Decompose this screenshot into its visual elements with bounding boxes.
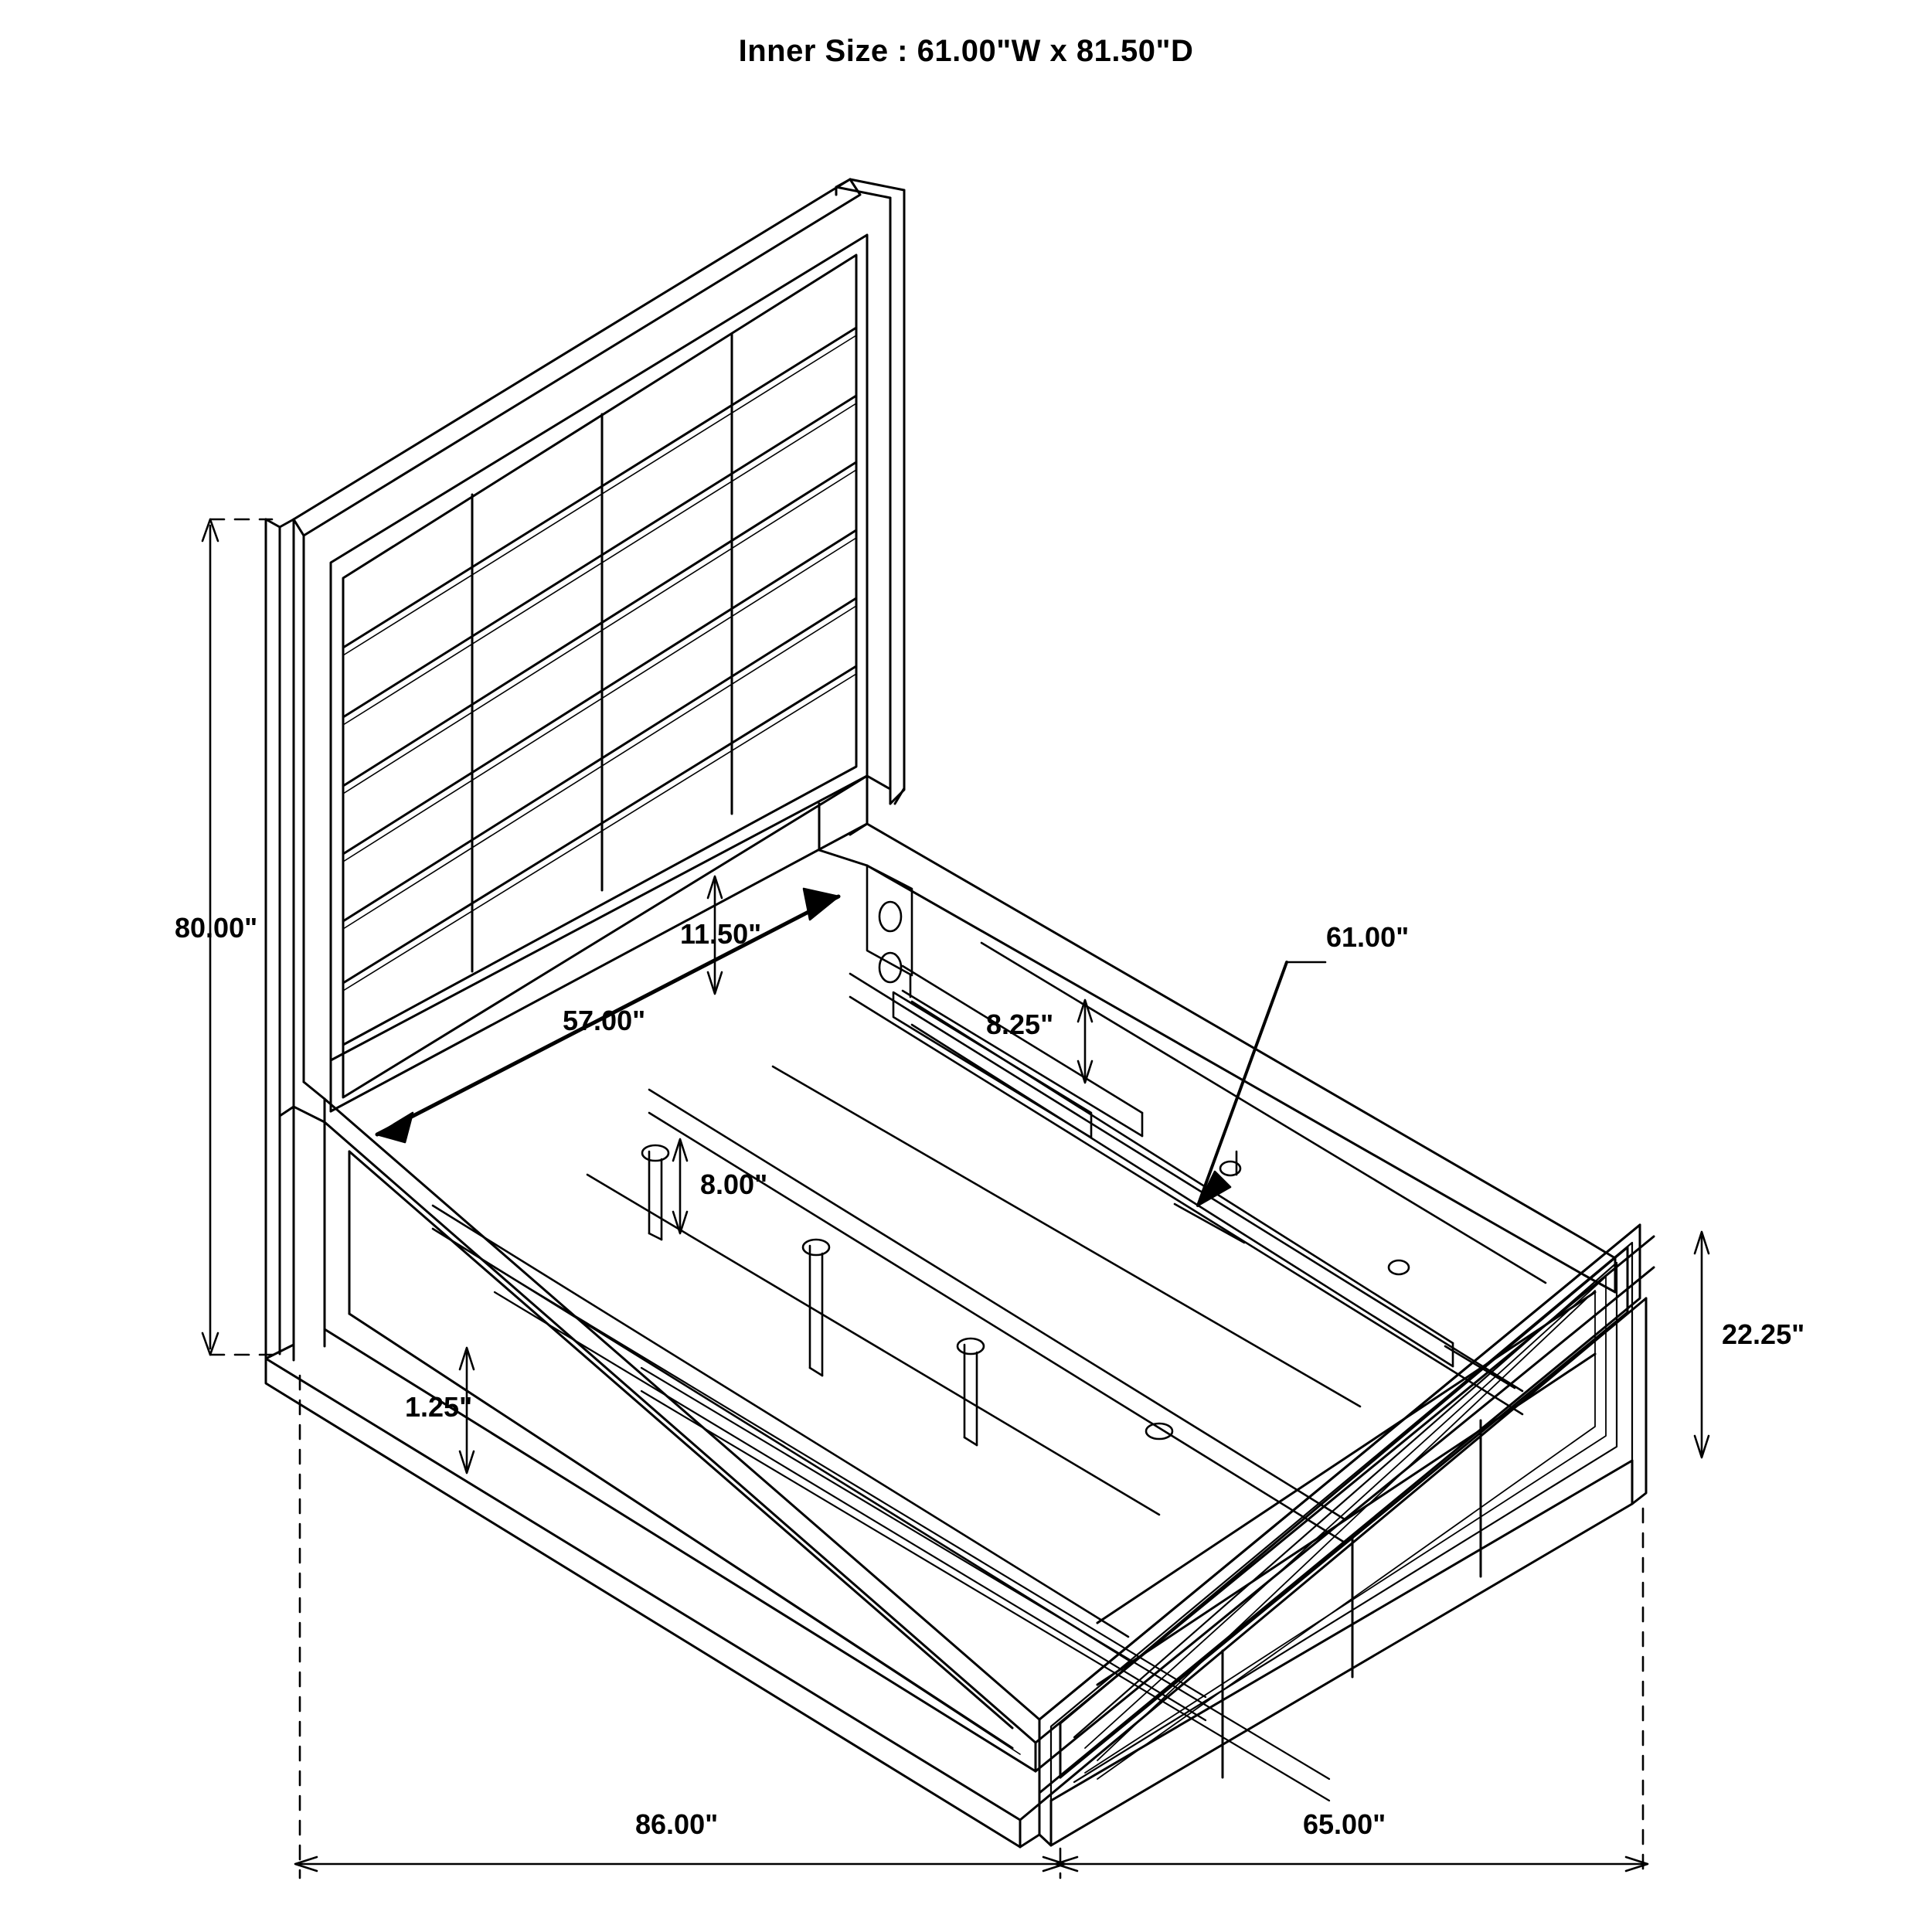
dim-label-leg-height: 8.00" <box>700 1168 768 1200</box>
dim-label-length: 86.00" <box>635 1808 719 1840</box>
dim-label-footboard-height: 22.25" <box>1722 1318 1805 1350</box>
dim-label-overall-height: 80.00" <box>175 912 258 944</box>
bed-frame <box>266 776 1654 1847</box>
headboard <box>266 179 904 1359</box>
dim-label-rail-offset: 11.50" <box>680 918 762 950</box>
page-title: Inner Size : 61.00"W x 81.50"D <box>738 34 1194 68</box>
dim-label-ledge-height: 8.25" <box>986 1009 1054 1040</box>
dim-label-width: 65.00" <box>1303 1808 1386 1840</box>
dim-label-inner-width: 61.00" <box>1326 921 1410 953</box>
dim-label-rail-thickness: 1.25" <box>405 1391 473 1423</box>
dim-label-panel-width: 57.00" <box>563 1005 646 1036</box>
